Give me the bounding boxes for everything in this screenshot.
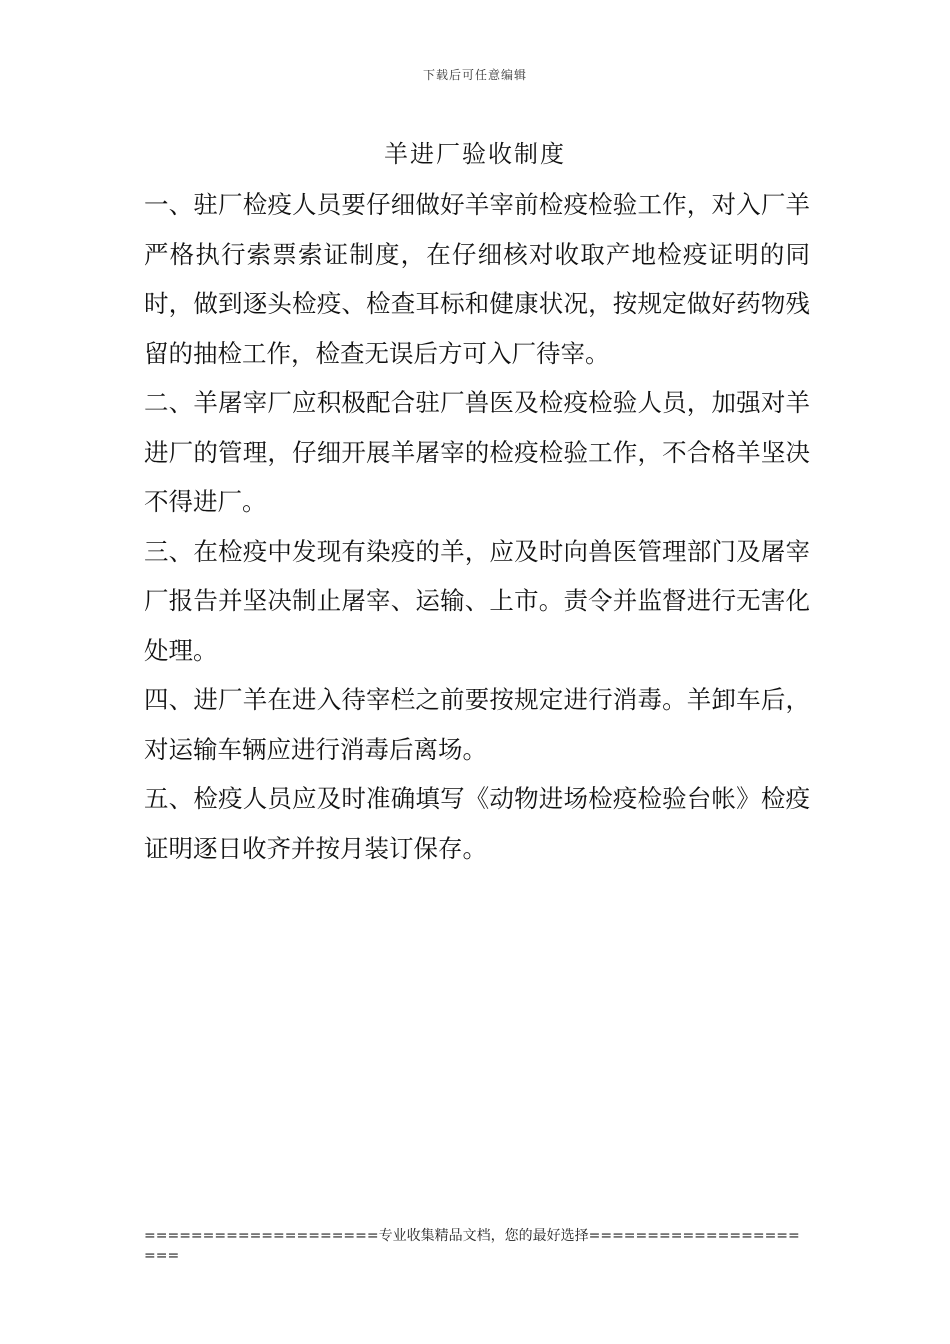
paragraph-5: 五、检疫人员应及时准确填写《动物进场检疫检验台帐》检疫证明逐日收齐并按月装订保存。	[144, 784, 810, 863]
paragraph-2: 二、羊屠宰厂应积极配合驻厂兽医及检疫检验人员，加强对羊进厂的管理，仔细开展羊屠宰的检疫检验工作，不合格羊坚决不得进厂。	[144, 388, 810, 516]
document-body	[144, 180, 810, 873]
paragraph-1: 一、驻厂检疫人员要仔细做好羊宰前检疫检验工作，对入厂羊严格执行索票索证制度，在仔细核对收取产地检疫证明的同时，做到逐头检疫、检查耳标和健康状况，按规定做好药物残留的抽检工作，检查无误后方可入厂待宰。	[144, 190, 810, 368]
footer-banner: ====================专业收集精品文档，您的最好选择=====================	[144, 1228, 800, 1264]
document-title: 羊进厂验收制度	[384, 140, 566, 168]
header-note: 下载后可任意编辑	[422, 68, 527, 82]
paragraph-3: 三、在检疫中发现有染疫的羊，应及时向兽医管理部门及屠宰厂报告并坚决制止屠宰、运输、上市。责令并监督进行无害化处理。	[144, 536, 810, 665]
paragraph-4: 四、进厂羊在进入待宰栏之前要按规定进行消毒。羊卸车后，对运输车辆应进行消毒后离场。	[144, 685, 810, 764]
